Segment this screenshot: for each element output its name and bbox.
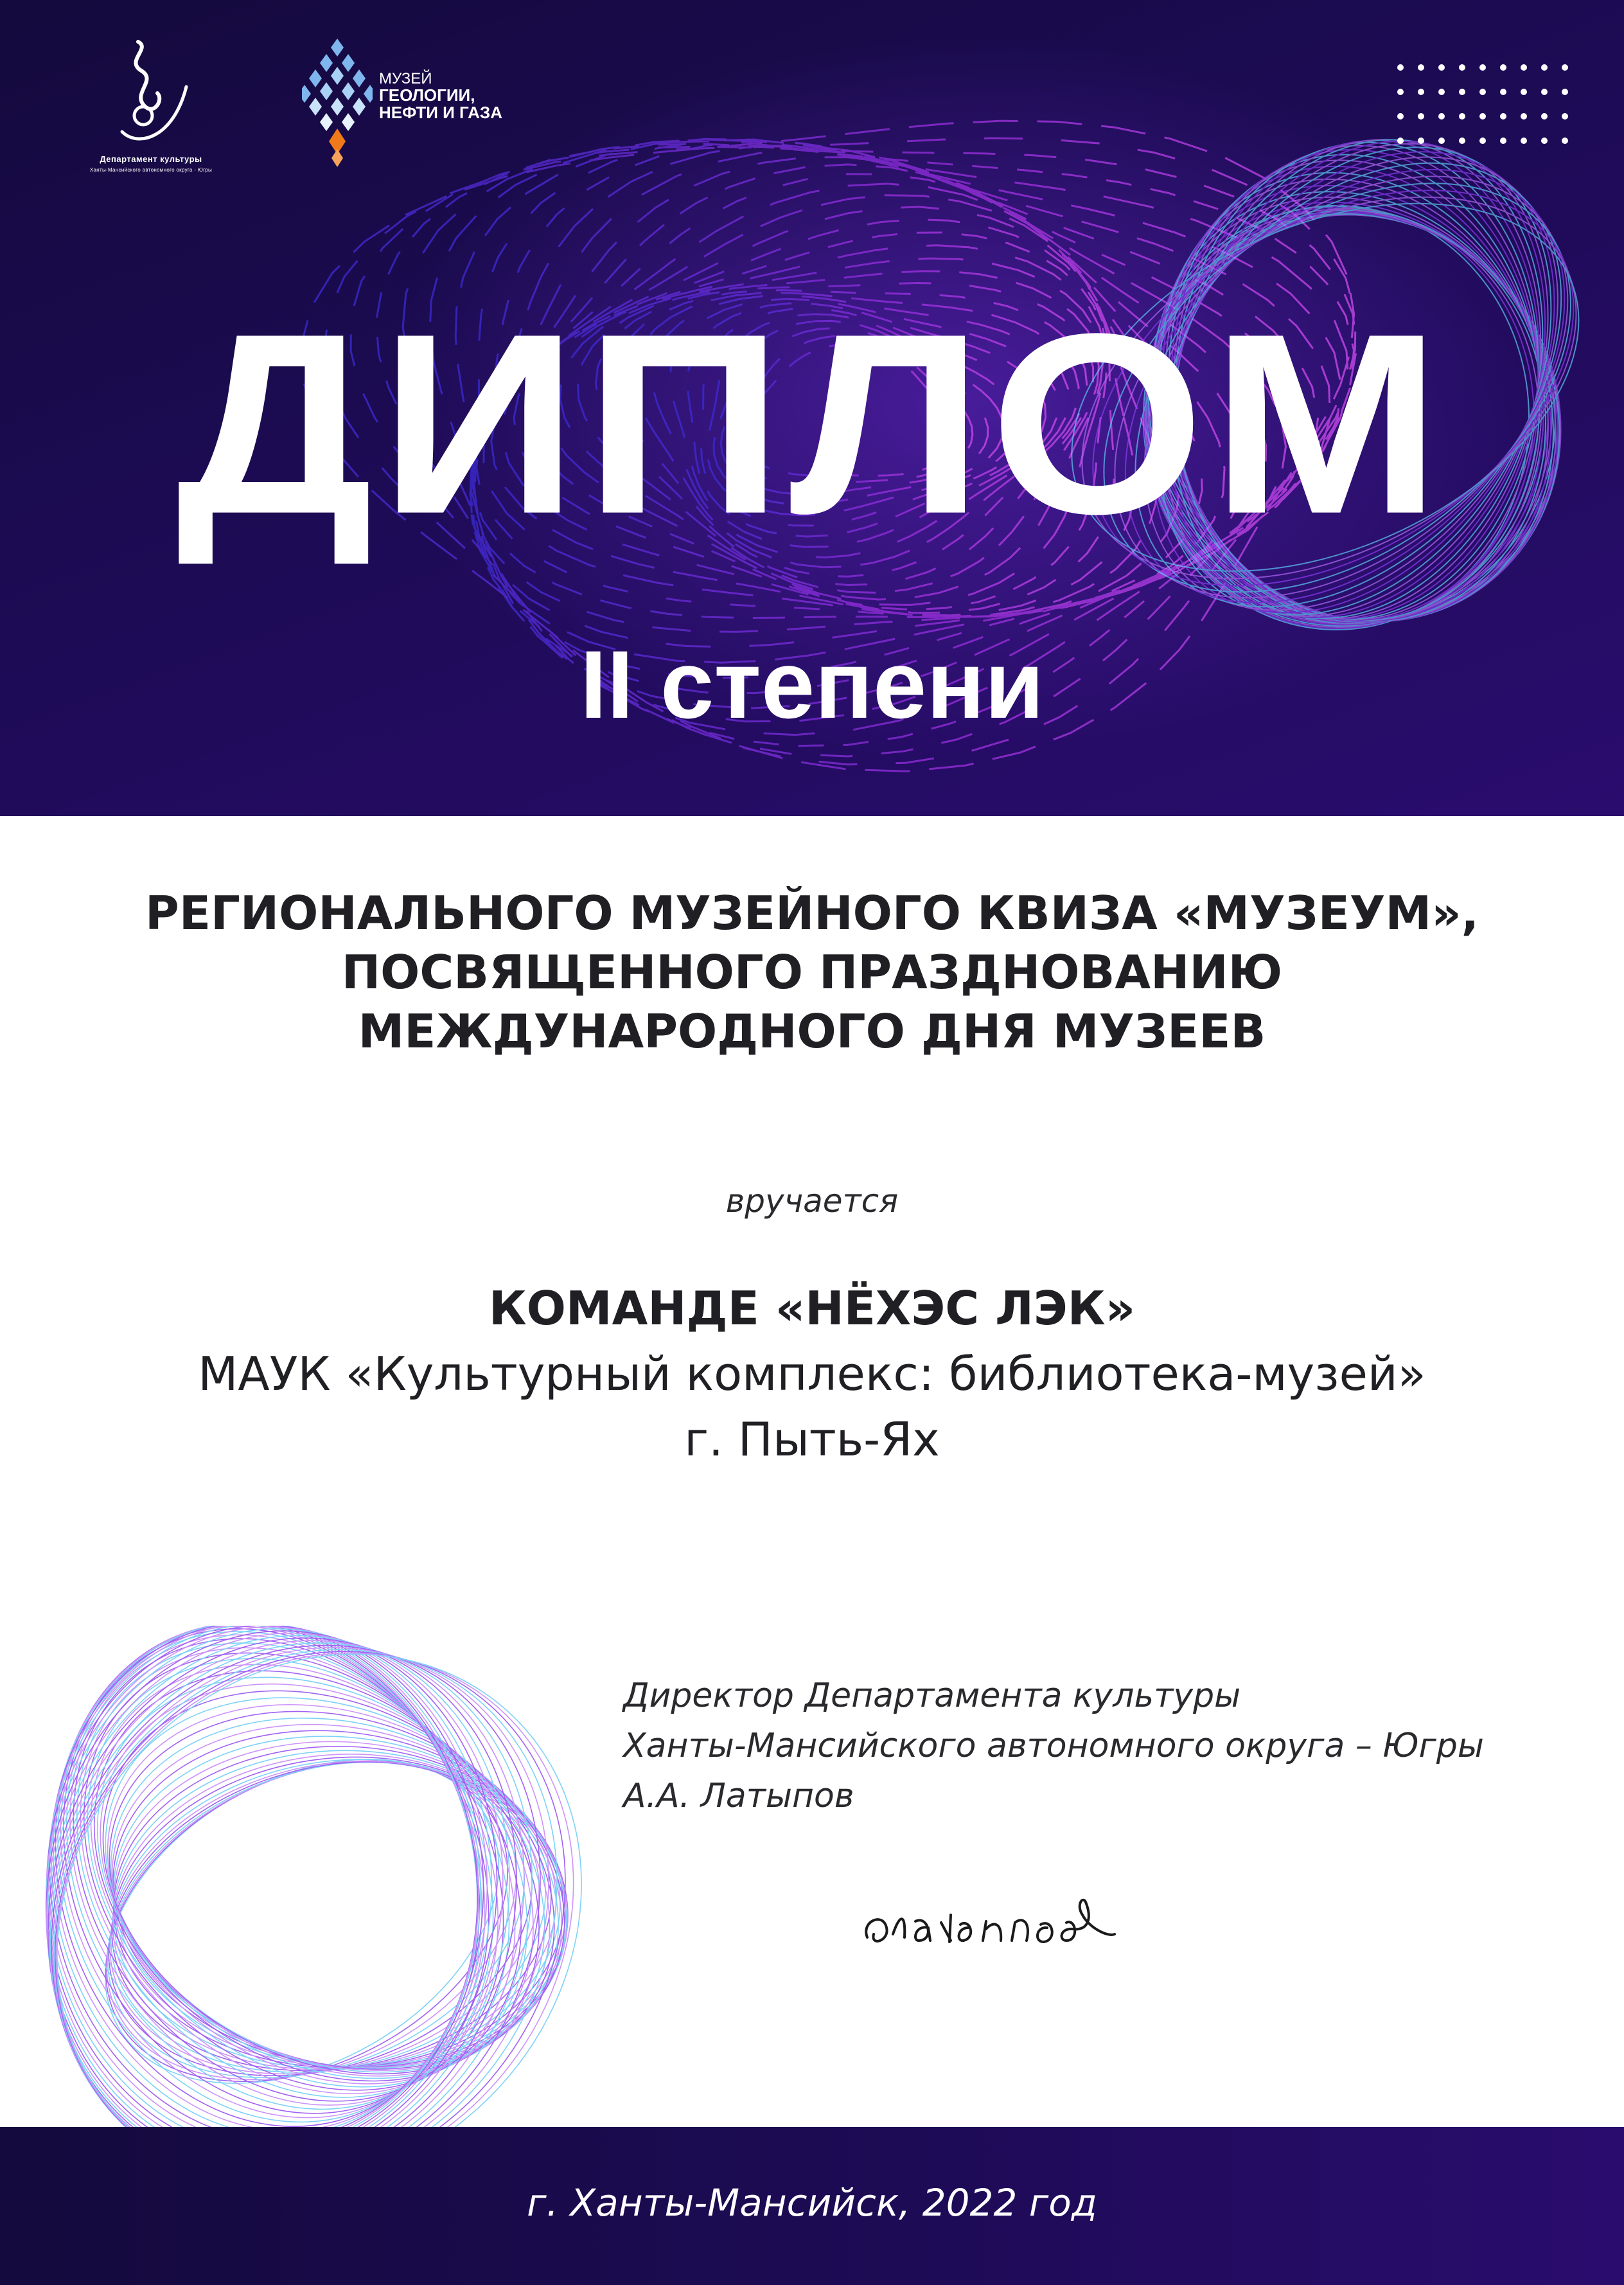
signatory-title-line2: Ханты-Мансийского автономного округа – Югры <box>623 1727 1484 1765</box>
museum-logo-line3: НЕФТИ И ГАЗА <box>379 103 502 123</box>
footer-place-date: г. Ханты-Мансийск, 2022 год <box>527 2181 1097 2225</box>
museum-crystal-icon <box>302 39 373 173</box>
signatory-title-line1: Директор Департамента культуры <box>623 1676 1241 1715</box>
recipient-block <box>0 1276 1624 1472</box>
event-description <box>0 884 1624 1061</box>
signatory-name: А.А. Латыпов <box>623 1777 854 1815</box>
decorative-dots <box>1388 61 1580 157</box>
museum-logo <box>302 39 533 180</box>
decorative-swirl <box>0 1626 630 2127</box>
awarded-label: вручается <box>725 1182 899 1220</box>
museum-logo-text <box>379 71 502 122</box>
museum-logo-line2: ГЕОЛОГИИ, <box>379 85 475 105</box>
event-line-2: ПОСВЯЩЕННОГО ПРАЗДНОВАНИЮ <box>341 945 1283 999</box>
department-logo-name: Департамент культуры <box>100 154 202 164</box>
recipient-organization: МАУК «Культурный комплекс: библиотека-музей» <box>198 1347 1426 1401</box>
department-emblem-icon <box>112 35 190 151</box>
handwritten-signature <box>854 1876 1188 1966</box>
diploma-degree: II степени <box>579 630 1045 738</box>
museum-logo-line1: МУЗЕЙ <box>379 70 432 87</box>
recipient-city: г. Пыть-Ях <box>684 1412 940 1466</box>
event-line-1: РЕГИОНАЛЬНОГО МУЗЕЙНОГО КВИЗА «МУЗЕУМ», <box>145 886 1479 940</box>
diploma-title: ДИПЛОМ <box>176 280 1448 568</box>
footer-band <box>0 2127 1624 2285</box>
department-logo <box>74 35 228 183</box>
event-line-3: МЕЖДУНАРОДНОГО ДНЯ МУЗЕЕВ <box>358 1004 1266 1058</box>
department-logo-subtitle: Ханты-Мансийского автономного округа - Югры <box>89 167 213 173</box>
header-band <box>0 0 1624 816</box>
signatory-block <box>623 1671 1484 1821</box>
recipient-team: КОМАНДЕ «НЁХЭС ЛЭК» <box>488 1281 1136 1335</box>
